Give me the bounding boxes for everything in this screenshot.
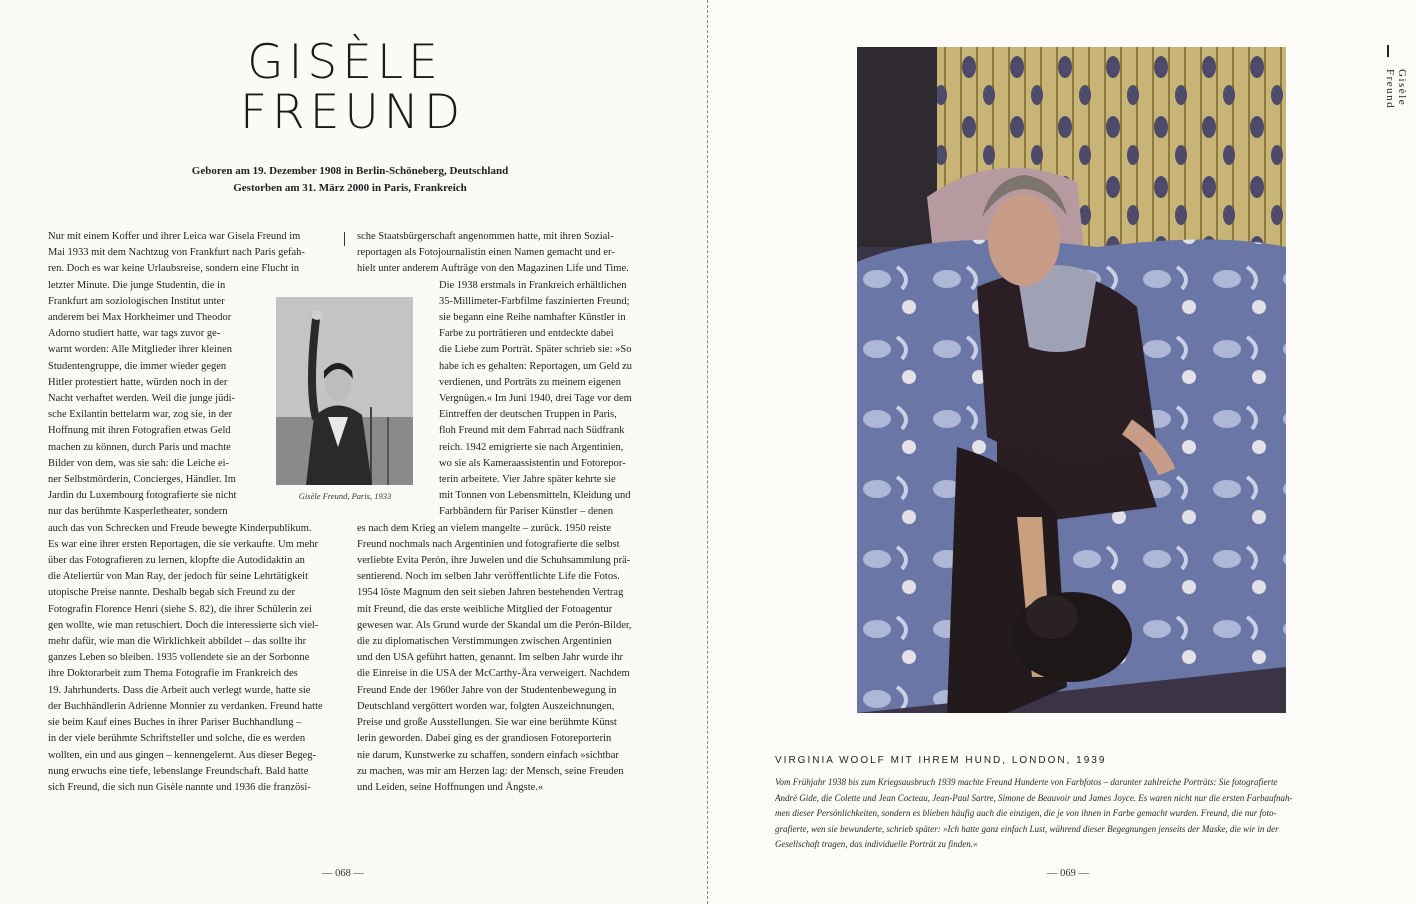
text-line: Hoffnung mit ihren Fotografien etwas Geld xyxy=(48,425,231,437)
text-line: sche Staatsbürgerschaft angenommen hatte, mit ihren Sozial- xyxy=(357,231,614,242)
text-line: Adorno studiert hatte, war tags zuvor ge- xyxy=(48,328,221,340)
text-line: sentierend. Noch im selben Jahr veröffentlichte Life die Fotos. xyxy=(357,571,620,583)
column-rule xyxy=(344,232,345,246)
text-line: die zu diplomatischen Verstimmungen zwischen Argentinien xyxy=(357,636,612,648)
portrait-photo xyxy=(857,47,1286,713)
text-line: und den USA geführt hatten, genannt. Im selben Jahr wurde ihr xyxy=(357,652,623,664)
photo-caption xyxy=(775,775,1363,853)
text-line: terin arbeitete. Vier Jahre später kehrte sie xyxy=(439,474,616,486)
text-line: die Liebe zum Porträt. Später schrieb sie: »So xyxy=(439,344,632,356)
text-line: Bilder von dem, was sie sah: die Leiche ei- xyxy=(48,457,230,469)
text-line: nur das berühmte Kasperletheater, sondern xyxy=(48,506,228,518)
text-line: 35-Millimeter-Farbfilme faszinierten Freund; xyxy=(439,295,630,307)
text-line: floh Freund mit dem Fahrrad nach Südfrank xyxy=(439,425,625,437)
caption-line: André Gide, die Colette und Jean Cocteau, Jean-Paul Sartre, Simone de Beauvoir und James Joyce. Es waren nicht nur die ersten Farbaufnah- xyxy=(775,792,1293,803)
text-line: Preise und große Ausstellungen. Sie war eine berühmte Künst xyxy=(357,717,617,729)
text-line: die Einreise in die USA der McCarthy-Ära verweigert. Nachdem xyxy=(357,668,630,680)
text-line: auch das von Schrecken und Freude bewegte Kinderpublikum. xyxy=(48,522,312,534)
text-line: utopische Preise nannte. Deshalb begab sich Freund zu der xyxy=(48,587,295,599)
text-line: sche Exilantin bettelarm war, zog sie, in der xyxy=(48,409,233,421)
text-line: Studentengruppe, die immer wieder gegen xyxy=(48,360,227,372)
caption-line: Vom Frühjahr 1938 bis zum Kriegsausbruch 1939 machte Freund Hunderte von Farbfotos – darunter zahlreiche Porträts: Sie fotografierte xyxy=(775,777,1278,787)
text-line: verliebte Evita Perón, ihre Juwelen und die Schuhsammlung prä- xyxy=(357,555,631,567)
text-line: Mai 1933 mit dem Nachtzug von Frankfurt nach Paris gefah- xyxy=(48,247,305,259)
page-title xyxy=(240,35,466,140)
text-line: nung erwuchs eine tiefe, lebenslange Freundschaft. Bald hatte xyxy=(48,765,309,777)
text-line: 19. Jahrhunderts. Dass die Arbeit auch verlegt wurde, hatte sie xyxy=(48,684,311,696)
text-line: Frankfurt am soziologischen Institut unter xyxy=(48,295,225,307)
death-line: Gestorben am 31. März 2000 in Paris, Frankreich xyxy=(233,182,467,194)
text-line: Nacht verhaftet werden. Weil die junge jüdi- xyxy=(48,393,236,405)
text-line: habe ich es gehalten: Reportagen, um Geld zu xyxy=(439,360,633,372)
text-line: machen zu können, durch Paris und machte xyxy=(48,441,231,453)
text-line: mit Tonnen von Lebensmitteln, Kleidung und xyxy=(439,490,631,502)
text-line: warnt worden: Alle Mitglieder ihrer kleinen xyxy=(48,344,232,356)
text-line: reportagen als Fotojournalistin einen Namen gemacht und er- xyxy=(357,247,615,259)
text-line: reich. 1942 emigrierte sie nach Argentinien, xyxy=(439,441,624,453)
page-number-left: — 068 — xyxy=(322,868,364,879)
text-line: ganzes Leben so bleiben. 1935 vollendete sie an der Sorbonne xyxy=(48,652,310,664)
text-line: Eintreffen der deutschen Truppen in Paris, xyxy=(439,409,617,421)
text-line: Deutschland vergöttert worden war, folgten Auszeichnungen, xyxy=(357,700,615,712)
caption-line: grafierte, wen sie bewunderte, schrieb später: »Ich hatte ganz einfach Lust, während dieser Begegnungen jenseits der Maske, die wir in der xyxy=(775,823,1279,834)
text-line: die Ateliertür von Man Ray, der jedoch für seine Lehrtätigkeit xyxy=(48,571,308,583)
text-line: 1954 löste Magnum den seit sieben Jahren bestehenden Vertrag xyxy=(357,587,624,599)
text-line: lerin geworden. Dabei ging es der grandiosen Fotoreporterin xyxy=(357,733,612,745)
text-line: letzter Minute. Die junge Studentin, die in xyxy=(48,279,226,291)
page-number-right: — 069 — xyxy=(1047,868,1089,879)
text-line: gewesen war. Als Grund wurde der Skandal um die Perón-Bilder, xyxy=(357,619,632,631)
text-line: Freund nochmals nach Argentinien und fotografierte die selbst xyxy=(357,538,620,550)
text-line: zu machen, was mir am Herzen lag: der Mensch, seine Freuden xyxy=(357,765,624,777)
text-column-right xyxy=(357,229,641,796)
text-line: Vergnügen.« Im Juni 1940, drei Tage vor dem xyxy=(439,393,632,405)
text-line: verdienen, und Porträts zu meinem eigenen xyxy=(439,376,621,388)
text-line: ner Selbstmörderin, Concierges, Händler. Im xyxy=(48,474,236,486)
text-line: Fotografin Florence Henri (siehe S. 82), die ihrer Schülerin zei xyxy=(48,603,312,615)
running-head-text: Gisèle Freund xyxy=(1384,69,1408,110)
title-line-1: GISÈLE xyxy=(247,35,443,90)
text-line: Freund Ende der 1960er Jahre von der Studentenbewegung in xyxy=(357,684,617,696)
text-line: Die 1938 erstmals in Frankreich erhältlichen xyxy=(439,279,627,291)
text-line: in der viele berühmte Schriftsteller und solche, die es werden xyxy=(48,733,306,745)
text-line: Nur mit einem Koffer und ihrer Leica war Gisela Freund im xyxy=(48,231,301,242)
text-line: sich Freund, die sich nun Gisèle nannte und 1936 die französi- xyxy=(48,781,311,793)
text-line: Jardin du Luxembourg fotografierte sie nicht xyxy=(48,490,237,502)
text-line: sie begann eine Reihe namhafter Künstler in xyxy=(439,312,626,324)
text-line: über das Fotografieren zu lernen, klopfte die Autodidaktin an xyxy=(48,555,305,567)
text-line: hielt unter anderem Aufträge von den Magazinen Life und Time. xyxy=(357,263,629,275)
inset-caption: Gisèle Freund, Paris, 1933 xyxy=(298,491,392,501)
caption-line: Gesellschaft tragen, das individuelle Porträt zu finden.« xyxy=(775,839,978,849)
text-line: mehr dafür, wie man die Wirklichkeit abbildet – das sollte ihr xyxy=(48,636,307,648)
text-line: Hitler protestiert hatte, würden noch in der xyxy=(48,376,228,388)
text-line: wollten, ein und aus gingen – kennengelernt. Aus dieser Begeg- xyxy=(48,749,316,761)
running-head-bar xyxy=(1387,45,1389,57)
birth-line: Geboren am 19. Dezember 1908 in Berlin-Schöneberg, Deutschland xyxy=(191,165,509,177)
title-line-2: FREUND xyxy=(240,85,466,140)
text-line: Es war eine ihrer ersten Reportagen, die sie verkaufte. Um mehr xyxy=(48,538,318,550)
text-line: Farbbändern für Pariser Künstler – denen xyxy=(439,506,614,518)
text-line: gen wollte, wie man retuschiert. Doch die interessierte sich viel- xyxy=(48,619,319,631)
photo-title: VIRGINIA WOOLF MIT IHREM HUND, LONDON, 1939 xyxy=(775,755,1107,766)
text-line: wo sie als Kameraassistentin und Fotorepor- xyxy=(439,457,626,469)
gutter-line xyxy=(707,0,708,904)
text-line: ren. Doch es war keine Urlaubsreise, sondern eine Flucht in xyxy=(48,263,300,275)
woman-on-sofa-photo xyxy=(857,47,1286,713)
text-line: nie darum, Kunstwerke zu schaffen, sondern einfach »sichtbar xyxy=(357,749,619,761)
life-dates xyxy=(120,163,580,197)
text-line: mit Freund, die das erste weibliche Mitglied der Fotoagentur xyxy=(357,603,613,615)
text-line: Farbe zu porträtieren und entdeckte dabei xyxy=(439,328,614,340)
caption-line: men dieser Persönlichkeiten, sondern es blieben häufig auch die einzigen, die je von ihnen in Farbe gemacht wurden. Freund, die nur foto- xyxy=(775,808,1277,818)
text-line: anderem bei Max Horkheimer und Theodor xyxy=(48,312,232,324)
text-line: es nach dem Krieg an vielem mangelte – zurück. 1950 reiste xyxy=(357,522,611,534)
text-line: und Leiden, seine Hoffnungen und Ängste.« xyxy=(357,781,544,793)
text-line: sie beim Kauf eines Buches in ihrer Pariser Buchhandlung – xyxy=(48,717,302,729)
text-line: der Buchhändlerin Adrienne Monnier zu verdanken. Freund hatte xyxy=(48,700,323,712)
text-line: ihre Doktorarbeit zum Thema Fotografie im Frankreich des xyxy=(48,668,298,680)
